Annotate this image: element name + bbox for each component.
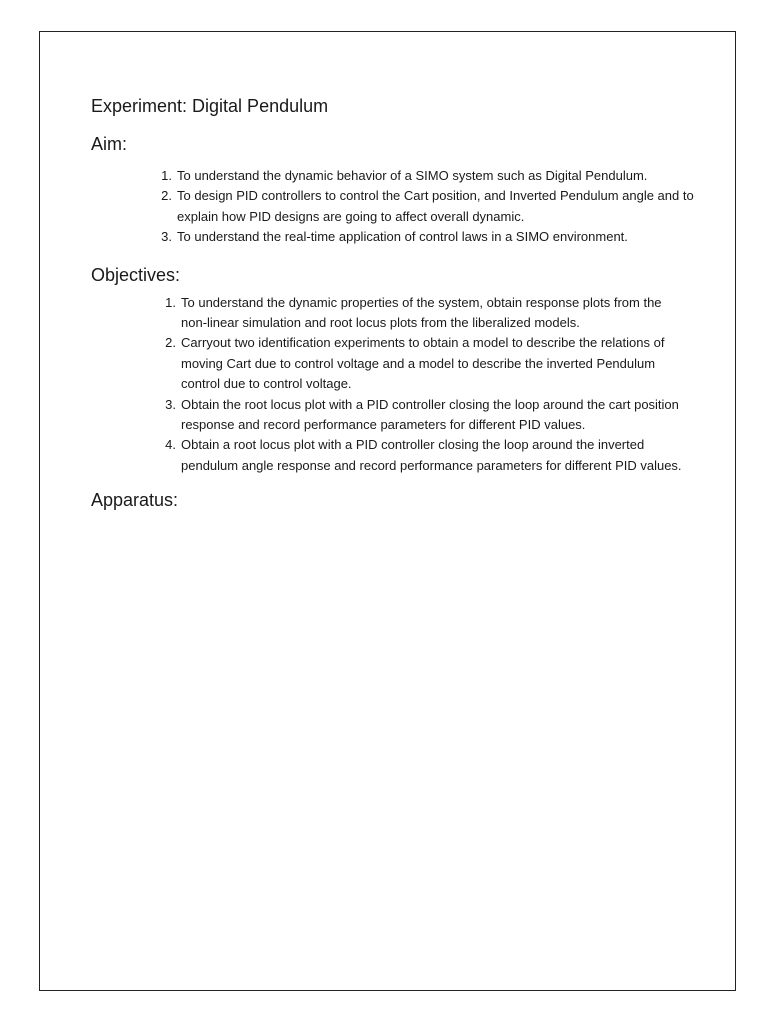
list-number: 3. — [165, 396, 176, 412]
list-item-text: To design PID controllers to control the Cart position, and Inverted Pendulum angle and to explain how PID designs are going to affect overall dynamic. — [177, 188, 694, 224]
document-page — [39, 31, 736, 991]
list-number: 1. — [161, 168, 172, 183]
list-number: 2. — [161, 188, 172, 204]
list-item — [161, 227, 697, 247]
objectives-heading: Objectives: — [91, 264, 181, 285]
aim-list — [91, 166, 697, 248]
list-item-text: Carryout two identification experiments to obtain a model to describe the relations of moving Cart due to control voltage and a model to describe the inverted Pendulum control due to control voltage. — [181, 335, 665, 392]
list-item-text: To understand the dynamic behavior of a SIMO system such as Digital Pendulum. — [177, 168, 648, 183]
objectives-list — [91, 293, 691, 477]
list-item — [161, 186, 697, 227]
list-item — [165, 333, 691, 394]
list-item-text: Obtain a root locus plot with a PID controller closing the loop around the inverted pendulum angle response and record performance parameters for different PID values. — [181, 437, 682, 473]
document-content — [91, 94, 694, 512]
list-number: 1. — [165, 294, 176, 310]
list-item-text: Obtain the root locus plot with a PID controller closing the loop around the cart position response and record performance parameters for different PID values. — [181, 396, 679, 433]
list-item — [165, 293, 691, 334]
list-item — [165, 435, 691, 476]
list-number: 2. — [165, 335, 176, 351]
aim-heading: Aim: — [91, 134, 127, 154]
document-title: Experiment: Digital Pendulum — [91, 96, 329, 116]
list-number: 4. — [165, 437, 176, 453]
list-item — [165, 395, 691, 436]
apparatus-heading: Apparatus: — [91, 490, 179, 511]
list-item-text: To understand the dynamic properties of the system, obtain response plots from the non-linear simulation and root locus plots from the liberalized models. — [181, 294, 662, 331]
list-number: 3. — [161, 229, 172, 245]
list-item-text: To understand the real-time application of control laws in a SIMO environment. — [177, 229, 628, 245]
list-item — [161, 166, 697, 186]
